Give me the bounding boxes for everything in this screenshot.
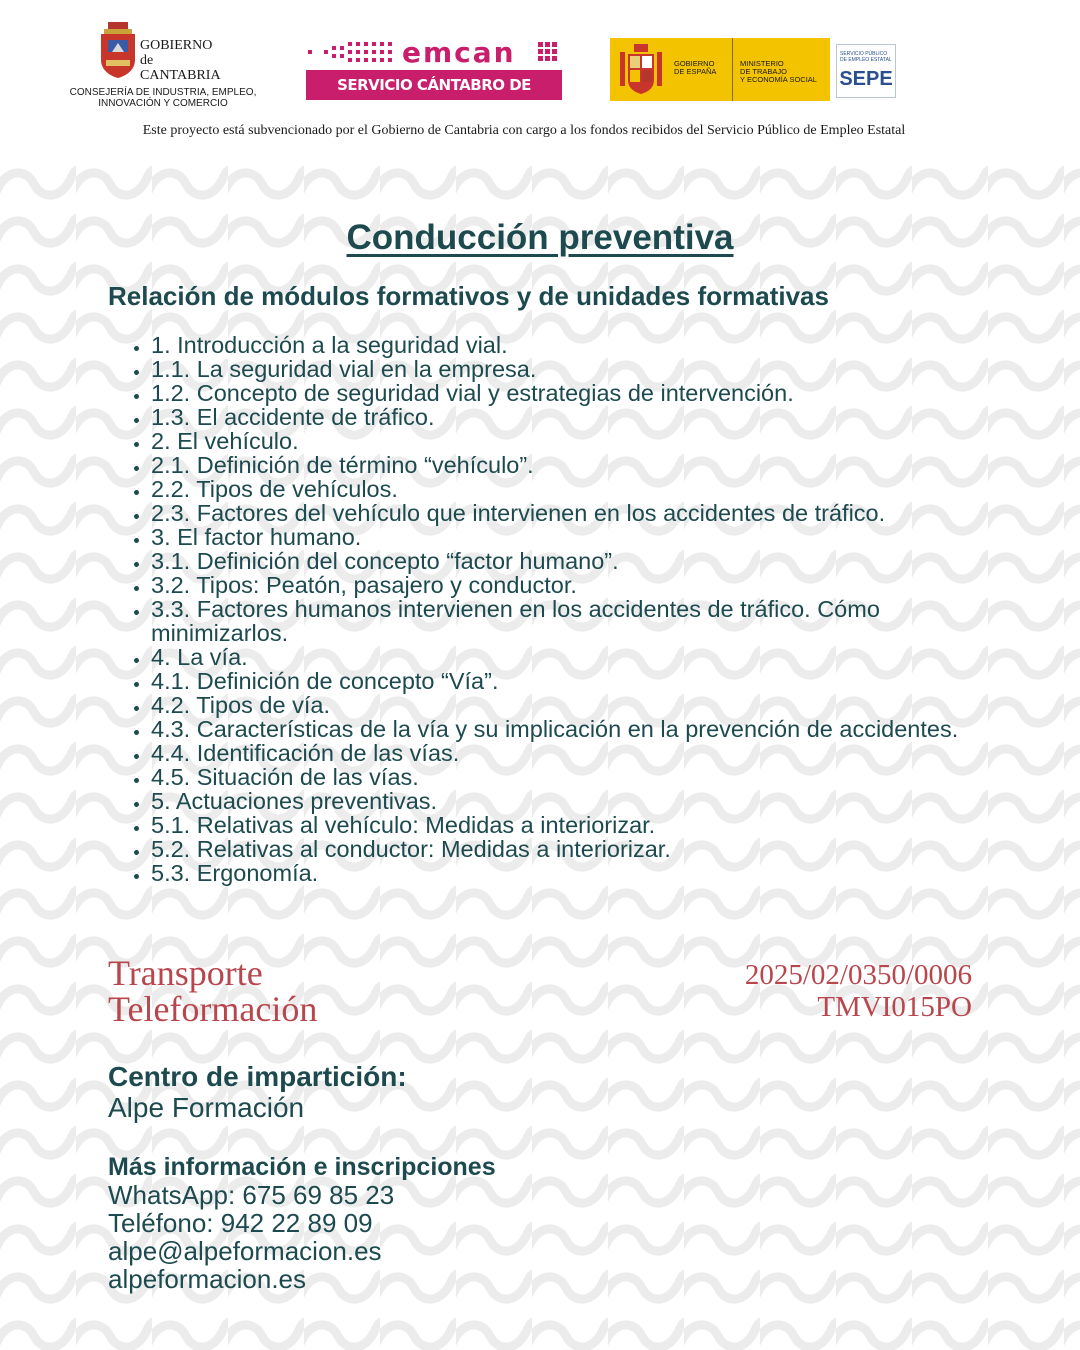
- contact-heading: Más información e inscripciones: [108, 1153, 496, 1181]
- course-category: [108, 955, 317, 1027]
- email-link[interactable]: alpe@alpeformacion.es: [108, 1236, 382, 1266]
- modules-list: [128, 333, 981, 885]
- center-label: Centro de impartición:: [108, 1061, 407, 1092]
- cantabria-name: [140, 38, 221, 83]
- header: [0, 0, 1080, 162]
- course-code: TMVI015PO: [817, 991, 972, 1023]
- cantabria-name-line1: GOBIERNO: [140, 38, 213, 53]
- cantabria-shield-icon: [98, 22, 138, 78]
- module-item: • 1.3. El accidente de tráfico.: [151, 405, 981, 429]
- sepe-wordmark: SEPE: [839, 68, 893, 90]
- module-item: • 1.2. Concepto de seguridad vial y estrategias de intervención.: [151, 381, 981, 405]
- cantabria-department: [68, 87, 258, 109]
- sepe-top-text: [840, 51, 892, 63]
- module-item: • 4.3. Características de la vía y su implicación en la prevención de accidentes.: [151, 717, 981, 741]
- module-item: • 4.5. Situación de las vías.: [151, 765, 981, 789]
- course-sector: Transporte: [108, 953, 263, 993]
- cantabria-name-line3: CANTABRIA: [140, 68, 221, 83]
- website-link[interactable]: alpeformacion.es: [108, 1264, 306, 1294]
- module-item: • 2.1. Definición de término “vehículo”.: [151, 453, 981, 477]
- gobierno-espana-logo: [610, 38, 830, 101]
- sepe-top-line2: DE EMPLEO ESTATAL: [840, 57, 892, 63]
- emcan-wordmark: emcan: [402, 36, 516, 69]
- module-item: • 3.2. Tipos: Peatón, pasajero y conductor.: [151, 573, 981, 597]
- module-item: • 3.3. Factores humanos intervienen en los accidentes de tráfico. Cómo minimizarlos.: [151, 597, 981, 645]
- module-item: • 4.2. Tipos de vía.: [151, 693, 981, 717]
- ministerio-text: [740, 60, 817, 84]
- module-item: • 5.3. Ergonomía.: [151, 861, 981, 885]
- cantabria-name-line2: de: [140, 53, 154, 68]
- whatsapp-contact[interactable]: WhatsApp: 675 69 85 23: [108, 1180, 395, 1210]
- emcan-subtitle: SERVICIO CÁNTABRO DE EMPLEO: [306, 70, 562, 100]
- module-item: • 2.3. Factores del vehículo que intervienen en los accidentes de tráfico.: [151, 501, 981, 525]
- module-item: • 1.1. La seguridad vial en la empresa.: [151, 357, 981, 381]
- module-item: • 3.1. Definición del concepto “factor humano”.: [151, 549, 981, 573]
- module-item: • 5.2. Relativas al conductor: Medidas a interiorizar.: [151, 837, 981, 861]
- cantabria-dept-line1: CONSEJERÍA DE INDUSTRIA, EMPLEO,: [69, 87, 257, 98]
- min-line2: DE TRABAJO: [740, 67, 787, 76]
- course-modality: Teleformación: [108, 989, 318, 1029]
- module-item: • 4.4. Identificación de las vías.: [151, 741, 981, 765]
- emcan-logo: [306, 36, 562, 124]
- sepe-logo: [836, 44, 896, 98]
- gob-divider: [732, 38, 733, 101]
- module-item: • 5. Actuaciones preventivas.: [151, 789, 981, 813]
- gob-line1: GOBIERNO: [674, 59, 715, 68]
- module-item: • 5.1. Relativas al vehículo: Medidas a interiorizar.: [151, 813, 981, 837]
- module-item: • 2. El vehículo.: [151, 429, 981, 453]
- modules-heading: Relación de módulos formativos y de unidades formativas: [108, 281, 829, 311]
- course-title: Conducción preventiva: [346, 218, 734, 257]
- min-line1: MINISTERIO: [740, 59, 784, 68]
- phone-contact[interactable]: Teléfono: 942 22 89 09: [108, 1208, 373, 1238]
- gobierno-espana-text: [674, 60, 716, 76]
- module-item: • 2.2. Tipos de vehículos.: [151, 477, 981, 501]
- file-number: 2025/02/0350/0006: [744, 959, 972, 991]
- funding-note: Este proyecto está subvencionado por el Gobierno de Cantabria con cargo a los fondos recibidos del Servicio Público de Empleo Estatal: [142, 123, 906, 138]
- course-identifiers: [745, 959, 972, 1023]
- sepe-top-line1: SERVICIO PÚBLICO: [840, 51, 888, 57]
- spain-coat-of-arms-icon: [618, 42, 664, 97]
- gob-line2: DE ESPAÑA: [674, 67, 717, 76]
- module-item: • 4. La vía.: [151, 645, 981, 669]
- module-item: • 1. Introducción a la seguridad vial.: [151, 333, 981, 357]
- module-item: • 3. El factor humano.: [151, 525, 981, 549]
- cantabria-dept-line2: INNOVACIÓN Y COMERCIO: [98, 98, 228, 109]
- module-item: • 4.1. Definición de concepto “Vía”.: [151, 669, 981, 693]
- center-name: Alpe Formación: [108, 1092, 305, 1123]
- gobierno-cantabria-logo: [68, 20, 258, 112]
- min-line3: Y ECONOMÍA SOCIAL: [740, 75, 817, 84]
